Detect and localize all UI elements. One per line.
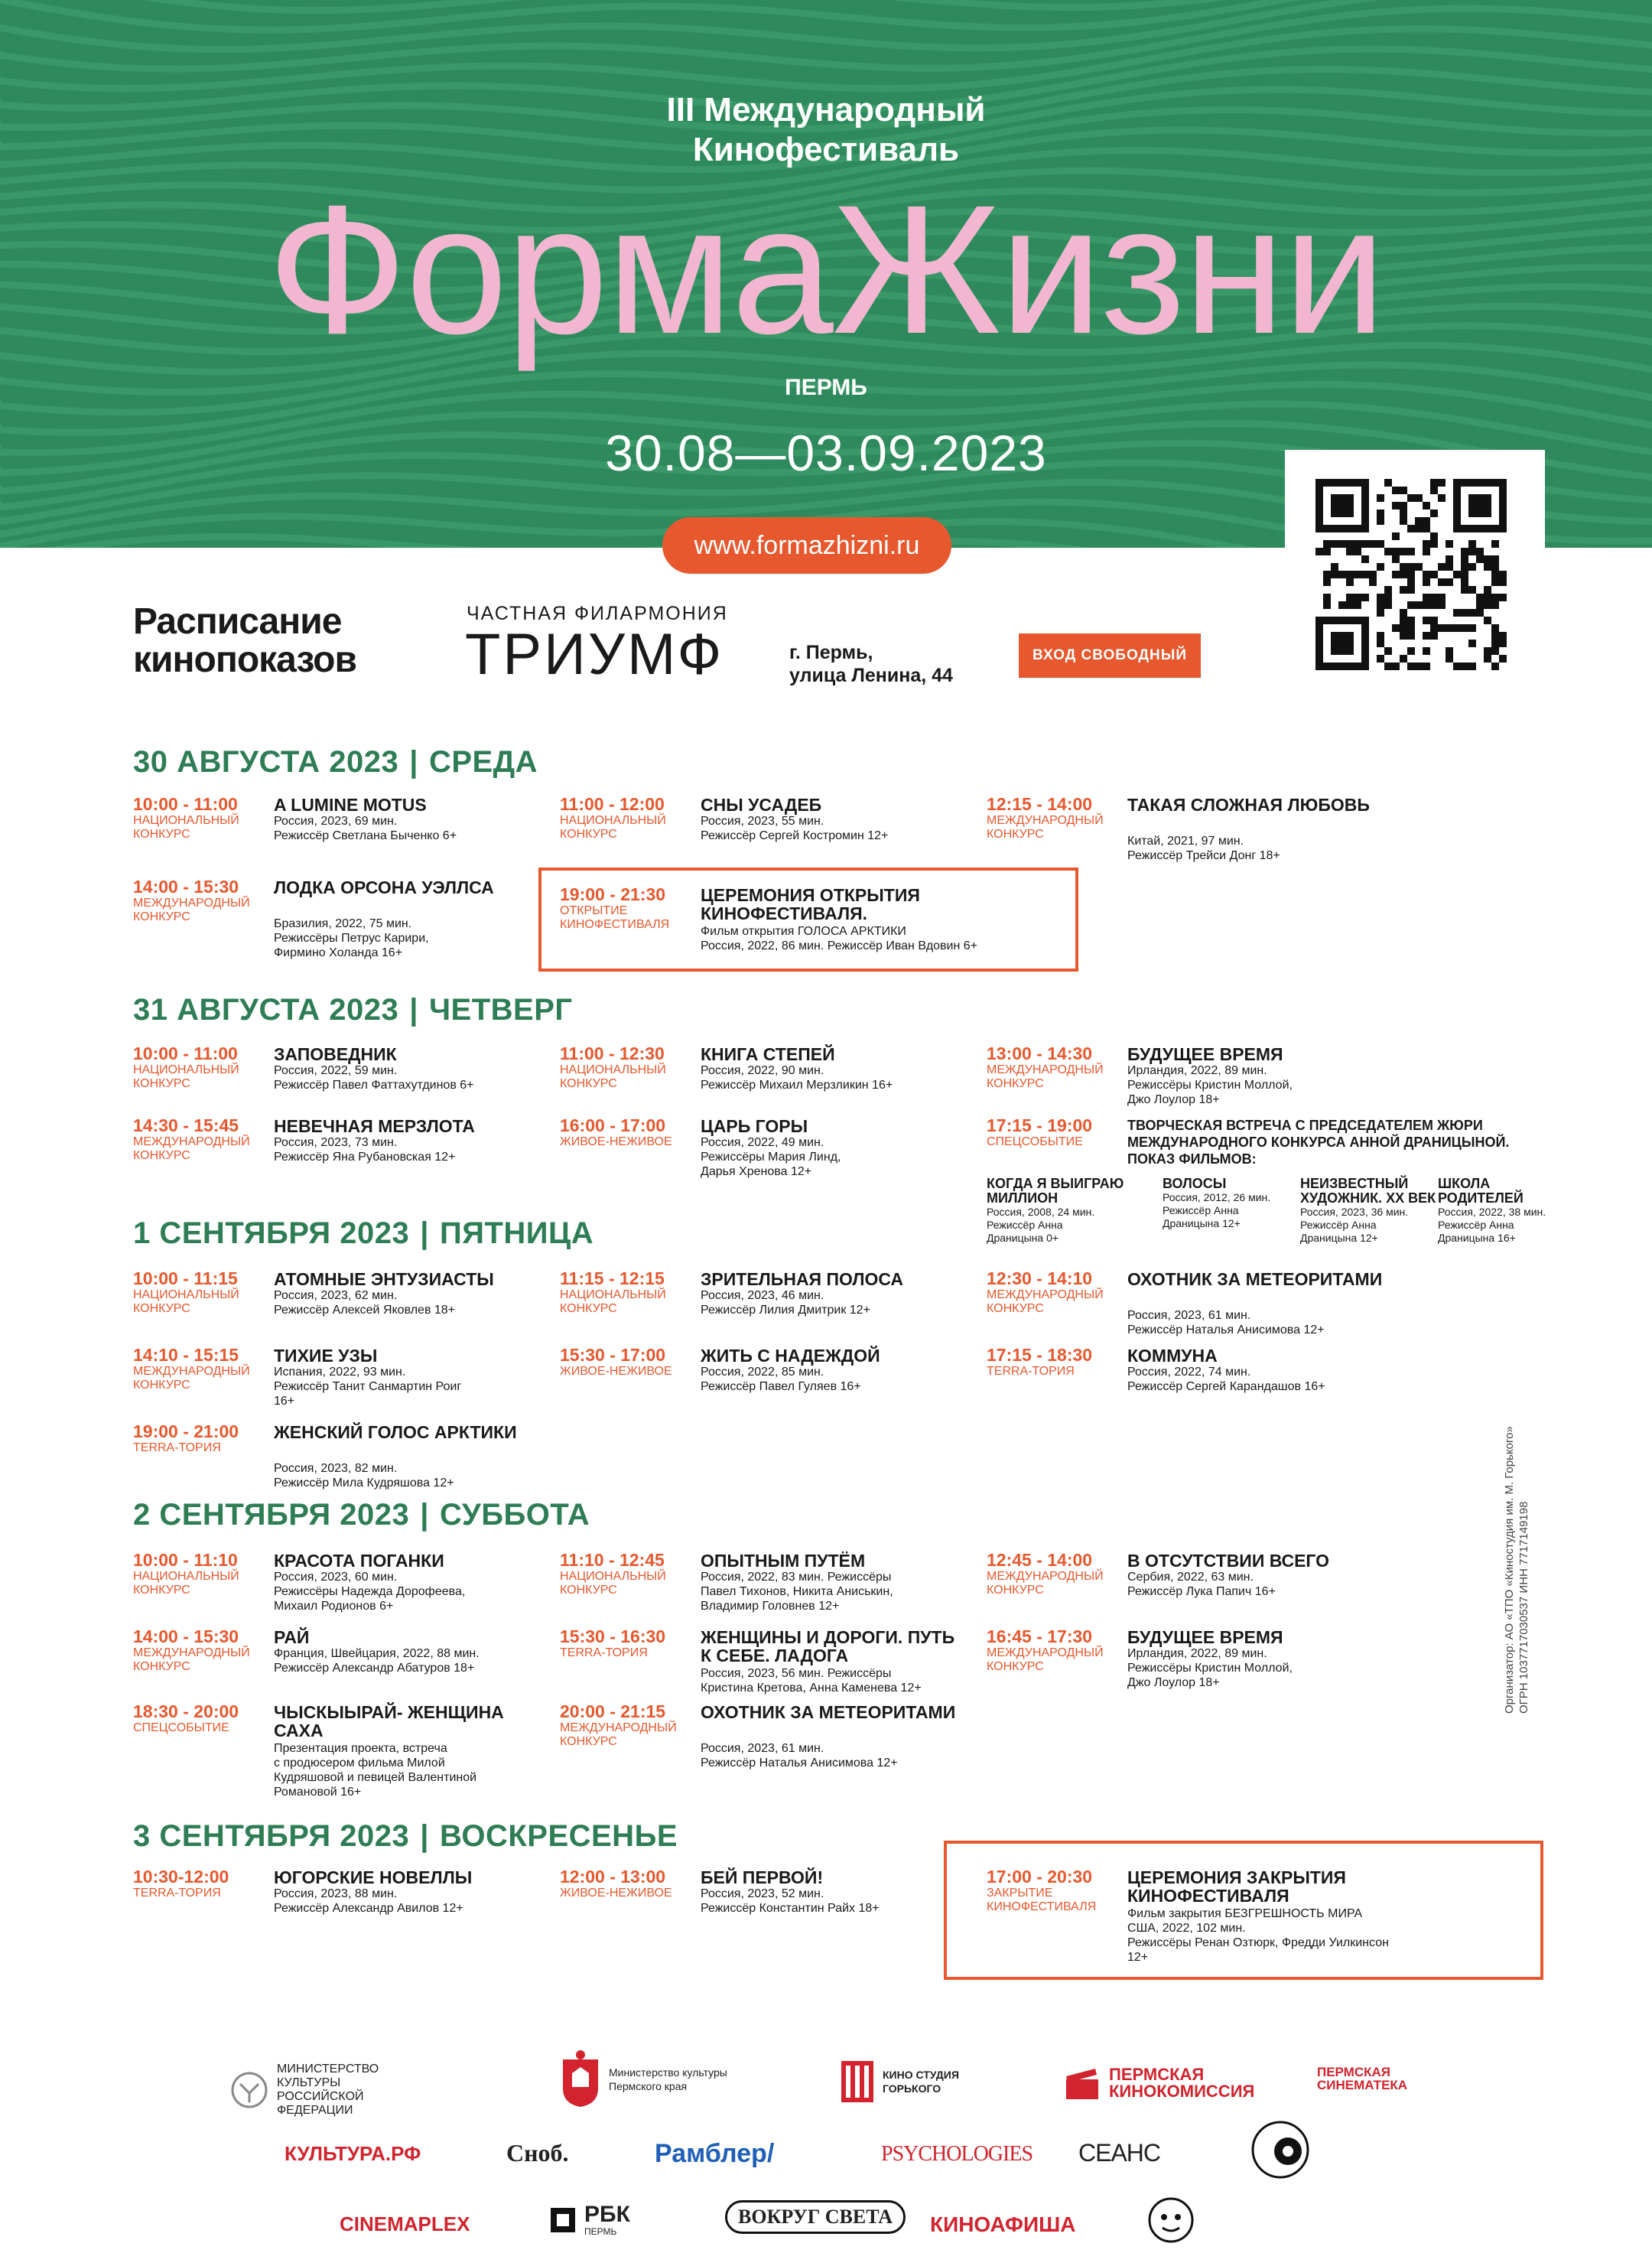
logo-kinoafisha: КИНОАФИША	[930, 2212, 1076, 2236]
event-detail: Режиссёр Алексей Яковлев 18+	[274, 1304, 456, 1317]
logo-rambler: Рамблер/	[655, 2139, 775, 2168]
event-title: БЕЙ ПЕРВОЙ!	[701, 1867, 824, 1887]
schedule-event	[133, 877, 546, 959]
event-time: 17:00 - 20:30	[987, 1867, 1093, 1887]
event-time: 15:30 - 16:30	[560, 1626, 666, 1646]
event-detail: Режиссёр Трейси Донг 18+	[1127, 849, 1280, 862]
event-category: ЗАКРЫТИЕ КИНОФЕСТИВАЛЯ	[987, 1887, 1097, 1913]
logo-psychologies: PSYCHOLOGIES	[881, 2142, 1033, 2166]
special-film	[1438, 1177, 1576, 1245]
event-detail: Россия, 2023, 55 мин.	[701, 815, 824, 828]
event-category: НАЦИОНАЛЬНЫЙ КОНКУРС	[133, 814, 239, 841]
day-heading: 31 АВГУСТА 2023 | ЧЕТВЕРГ	[133, 993, 573, 1027]
event-detail: Режиссёр Сергей Карандашов 16+	[1127, 1380, 1325, 1393]
event-detail: Россия, 2022, 86 мин. Режиссёр Иван Вдовин 6+	[701, 939, 978, 952]
schedule-event	[560, 1045, 973, 1106]
face-emblem-icon	[1143, 2191, 1199, 2245]
event-detail: Ирландия, 2022, 89 мин.	[1127, 1064, 1267, 1077]
event-title: ЖЕНЩИНЫ И ДОРОГИ. ПУТЬ К СЕБЕ. ЛАДОГА	[701, 1627, 955, 1665]
event-category: НАЦИОНАЛЬНЫЙ КОНКУРС	[133, 1063, 239, 1090]
event-detail: Режиссёр Константин Райх 18+	[701, 1902, 880, 1915]
event-detail: Режиссёр Сергей Костромин 12+	[701, 829, 889, 842]
website-link[interactable]: www.formazhizni.ru	[662, 517, 951, 574]
event-title: ЛОДКА ОРСОНА УЭЛЛСА	[274, 877, 494, 897]
event-detail: Россия, 2023, 60 мин.	[274, 1571, 398, 1584]
logo-perm-cinematheque: ПЕРМСКАЯ СИНЕМАТЕКА	[1317, 2065, 1408, 2092]
event-detail: Россия, 2008, 24 мин.	[987, 1206, 1095, 1218]
event-detail: Россия, 2023, 46 мин.	[701, 1289, 824, 1302]
event-time: 18:30 - 20:00	[133, 1701, 239, 1721]
event-detail: Россия, 2023, 73 мин.	[274, 1136, 398, 1149]
logo-snob: Сноб.	[506, 2139, 569, 2167]
event-detail: Фильм закрытия БЕЗГРЕШНОСТЬ МИРА	[1127, 1907, 1363, 1920]
special-film	[987, 1177, 1124, 1245]
schedule-event	[133, 1701, 546, 1799]
event-category: СПЕЦСОБЫТИЕ	[987, 1135, 1083, 1148]
event-category: МЕЖДУНАРОДНЫЙ КОНКУРС	[133, 897, 250, 923]
eagle-emblem-icon	[229, 2070, 269, 2110]
event-category: СПЕЦСОБЫТИЕ	[133, 1721, 229, 1734]
event-title: БУДУЩЕЕ ВРЕМЯ	[1127, 1627, 1283, 1647]
event-detail: Фильм открытия ГОЛОСА АРКТИКИ	[701, 925, 906, 938]
logo-kultura: КУЛЬТУРА.РФ	[285, 2142, 421, 2165]
event-detail: Режиссёр Анна	[1438, 1219, 1514, 1231]
event-time: 10:00 - 11:15	[133, 1268, 238, 1288]
logo-circle	[1250, 2119, 1311, 2180]
venue-address: г. Пермь, улица Ленина, 44	[789, 642, 953, 686]
event-detail: Джо Лоулор 18+	[1127, 1093, 1220, 1106]
schedule-event	[560, 1626, 973, 1695]
logo-mk-perm: Министерство культуры Пермского края	[560, 2050, 739, 2108]
festival-subtitle-1: III Международный	[666, 91, 986, 129]
rbk-icon	[549, 2206, 577, 2234]
event-detail: Режиссёр Михаил Мерзликин 16+	[701, 1079, 893, 1092]
event-time: 12:00 - 13:00	[560, 1867, 666, 1887]
schedule-event	[560, 796, 973, 857]
event-detail: Режиссёры Кристин Моллой,	[1127, 1079, 1293, 1092]
event-detail: Россия, 2012, 26 мин.	[1163, 1191, 1271, 1203]
event-detail: Россия, 2022, 74 мин.	[1127, 1366, 1251, 1379]
event-detail: Россия, 2023, 62 мин.	[274, 1289, 398, 1302]
event-detail: Россия, 2022, 38 мин.	[1438, 1206, 1546, 1218]
event-detail: США, 2022, 102 мин.	[1127, 1922, 1246, 1935]
event-detail: Франция, Швейцария, 2022, 88 мин.	[274, 1647, 480, 1660]
event-time: 14:00 - 15:30	[133, 1626, 239, 1646]
logo-cinemaplex: CINEMAPLEX	[340, 2212, 470, 2235]
event-title: КРАСОТА ПОГАНКИ	[274, 1551, 444, 1571]
schedule-event	[560, 884, 978, 952]
event-detail: Россия, 2023, 82 мин.	[274, 1462, 398, 1475]
event-detail: Китай, 2021, 97 мин.	[1127, 835, 1244, 848]
event-time: 14:10 - 15:15	[133, 1345, 239, 1365]
event-detail: Россия, 2023, 61 мин.	[701, 1742, 824, 1755]
event-time: 12:30 - 14:10	[987, 1268, 1093, 1288]
schedule-event	[560, 1346, 973, 1408]
event-detail: Россия, 2022, 49 мин.	[701, 1136, 824, 1149]
schedule-event	[560, 1868, 973, 1929]
event-title: АТОМНЫЕ ЭНТУЗИАСТЫ	[274, 1269, 494, 1289]
event-detail: Режиссёр Анна	[987, 1219, 1063, 1231]
schedule-event	[133, 796, 546, 857]
event-detail: Режиссёр Павел Фаттахутдинов 6+	[274, 1079, 474, 1092]
event-detail: Россия, 2022, 90 мин.	[701, 1064, 824, 1077]
event-time: 11:00 - 12:00	[560, 794, 665, 814]
event-detail: Россия, 2023, 69 мин.	[274, 815, 398, 828]
event-title: СНЫ УСАДЕБ	[701, 795, 822, 815]
venue-logo: ТРИУМФ	[465, 622, 724, 687]
event-detail: Испания, 2022, 93 мин.	[274, 1366, 406, 1379]
event-detail: Режиссёр Александр Абатуров 18+	[274, 1662, 475, 1675]
event-title: ЗАПОВЕДНИК	[274, 1044, 397, 1064]
event-title: ТАКАЯ СЛОЖНАЯ ЛЮБОВЬ	[1127, 795, 1370, 815]
event-category: ОТКРЫТИЕ КИНОФЕСТИВАЛЯ	[560, 904, 670, 931]
event-detail: Режиссёр Лука Папич 16+	[1127, 1585, 1276, 1598]
event-time: 11:00 - 12:30	[560, 1043, 665, 1063]
schedule-event	[987, 1628, 1400, 1689]
event-time: 14:00 - 15:30	[133, 877, 239, 897]
event-detail: Режиссёр Танит Санмартин Роиг	[274, 1380, 462, 1393]
event-time: 16:00 - 17:00	[560, 1115, 666, 1135]
logo-perm-kinocom: ПЕРМСКАЯ КИНОКОМИССИЯ	[1063, 2066, 1224, 2101]
event-time: 10:00 - 11:00	[133, 1043, 238, 1063]
event-time: 10:00 - 11:10	[133, 1550, 238, 1570]
event-detail: Ирландия, 2022, 89 мин.	[1127, 1647, 1267, 1660]
event-title: ЦАРЬ ГОРЫ	[701, 1116, 808, 1136]
event-title: ЦЕРЕМОНИЯ ОТКРЫТИЯ КИНОФЕСТИВАЛЯ.	[701, 885, 920, 923]
schedule-event	[133, 1421, 546, 1490]
event-title: КОММУНА	[1127, 1346, 1218, 1366]
event-detail: Россия, 2023, 61 мин.	[1127, 1309, 1251, 1322]
event-detail: Россия, 2022, 59 мин.	[274, 1064, 398, 1077]
event-detail: Романовой 16+	[274, 1786, 362, 1799]
logo-seance: СЕАНС	[1078, 2139, 1161, 2167]
event-category: TERRA-ТОРИЯ	[987, 1365, 1075, 1378]
event-title: ОПЫТНЫМ ПУТЁМ	[701, 1551, 866, 1571]
event-detail: Россия, 2022, 83 мин. Режиссёры	[701, 1571, 892, 1584]
special-film-title: НЕИЗВЕСТНЫЙ ХУДОЖНИК. XX ВЕК	[1300, 1176, 1436, 1206]
event-category: TERRA-ТОРИЯ	[133, 1441, 221, 1454]
event-category: НАЦИОНАЛЬНЫЙ КОНКУРС	[133, 1288, 239, 1315]
event-detail: Бразилия, 2022, 75 мин.	[274, 917, 412, 930]
event-detail: Режиссёр Лилия Дмитрик 12+	[701, 1304, 870, 1317]
event-time: 15:30 - 17:00	[560, 1345, 666, 1365]
event-time: 14:30 - 15:45	[133, 1115, 239, 1135]
event-detail: с продюсером фильма Милой	[274, 1756, 445, 1770]
event-detail: Россия, 2023, 52 мин.	[701, 1887, 824, 1900]
event-title: ОХОТНИК ЗА МЕТЕОРИТАМИ	[701, 1702, 956, 1722]
schedule-event	[133, 1868, 546, 1929]
event-time: 11:10 - 12:45	[560, 1550, 665, 1570]
schedule-event	[987, 794, 1400, 862]
venue-caption: ЧАСТНАЯ ФИЛАРМОНИЯ	[467, 603, 728, 624]
event-category: МЕЖДУНАРОДНЫЙ КОНКУРС	[560, 1721, 677, 1748]
schedule-event	[560, 1701, 973, 1770]
special-meeting-title: ТВОРЧЕСКАЯ ВСТРЕЧА С ПРЕДСЕДАТЕЛЕМ ЖЮРИ МЕЖДУНАРОДНОГО КОНКУРСА АННОЙ ДРАНИЦЫНОЙ. ПОКАЗ ФИЛЬМОВ:	[1127, 1118, 1510, 1167]
event-category: МЕЖДУНАРОДНЫЙ КОНКУРС	[987, 1646, 1104, 1673]
event-detail: Россия, 2023, 36 мин.	[1300, 1206, 1409, 1218]
logo-vokrug-sveta: ВОКРУГ СВЕТА	[725, 2200, 906, 2234]
event-detail: 16+	[274, 1395, 295, 1408]
schedule-event	[133, 1270, 546, 1331]
event-detail: Драницына 12+	[1300, 1232, 1378, 1244]
event-detail: Режиссёры Ренан Озтюрк, Фредди Уилкинсон 12+	[1127, 1936, 1389, 1964]
event-title: КНИГА СТЕПЕЙ	[701, 1044, 835, 1064]
event-detail: Михаил Родионов 6+	[274, 1600, 394, 1613]
schedule-event	[987, 1045, 1400, 1106]
event-time: 20:00 - 21:15	[560, 1701, 666, 1721]
schedule-event	[133, 1045, 546, 1106]
event-category: МЕЖДУНАРОДНЫЙ КОНКУРС	[987, 1570, 1104, 1597]
schedule-event	[987, 1867, 1400, 1964]
event-detail: Режиссёр Яна Рубановская 12+	[274, 1151, 456, 1164]
event-category: МЕЖДУНАРОДНЫЙ КОНКУРС	[987, 1063, 1104, 1090]
schedule-event	[133, 1346, 546, 1408]
event-time: 12:45 - 14:00	[987, 1550, 1093, 1570]
event-title: A LUMINE MOTUS	[274, 795, 427, 815]
event-detail: Павел Тихонов, Никита Аниськин,	[701, 1585, 893, 1598]
event-detail: Джо Лоулор 18+	[1127, 1676, 1220, 1689]
day-heading: 30 АВГУСТА 2023 | СРЕДА	[133, 745, 538, 779]
event-detail: Фирмино Холанда 16+	[274, 946, 403, 959]
event-time: 10:30-12:00	[133, 1867, 229, 1887]
event-detail: Драницына 0+	[987, 1232, 1059, 1244]
special-film	[1300, 1177, 1438, 1245]
event-detail: Режиссёр Анна	[1300, 1219, 1377, 1231]
event-title: ЧЫСКЫЫРАЙ- ЖЕНЩИНА САХА	[274, 1702, 504, 1740]
event-detail: Кристина Кретова, Анна Каменева 12+	[701, 1682, 922, 1695]
schedule-event	[560, 1551, 973, 1613]
event-detail: Режиссёры Кристин Моллой,	[1127, 1662, 1293, 1675]
schedule-event	[560, 1270, 973, 1331]
event-category: МЕЖДУНАРОДНЫЙ КОНКУРС	[987, 814, 1104, 841]
event-title: ТИХИЕ УЗЫ	[274, 1346, 378, 1366]
schedule-event	[987, 1346, 1400, 1408]
event-detail: Сербия, 2022, 63 мин.	[1127, 1571, 1254, 1584]
event-time: 10:00 - 11:00	[133, 794, 238, 814]
event-detail: Дарья Хренова 12+	[701, 1165, 812, 1178]
event-title: РАЙ	[274, 1627, 310, 1647]
day-heading: 2 СЕНТЯБРЯ 2023 | СУББОТА	[133, 1498, 590, 1532]
event-detail: Режиссёры Мария Линд,	[701, 1151, 841, 1164]
schedule-event	[133, 1628, 546, 1689]
event-time: 13:00 - 14:30	[987, 1043, 1093, 1063]
event-time: 19:00 - 21:00	[133, 1421, 239, 1441]
festival-city: ПЕРМЬ	[785, 375, 867, 400]
event-time: 17:15 - 18:30	[987, 1345, 1093, 1365]
special-film-title: ВОЛОСЫ	[1163, 1176, 1227, 1191]
event-category: МЕЖДУНАРОДНЫЙ КОНКУРС	[987, 1288, 1104, 1315]
event-category: НАЦИОНАЛЬНЫЙ КОНКУРС	[560, 814, 666, 841]
event-category: НАЦИОНАЛЬНЫЙ КОНКУРС	[560, 1288, 666, 1315]
schedule-event	[133, 1117, 546, 1178]
day-heading: 1 СЕНТЯБРЯ 2023 | ПЯТНИЦА	[133, 1216, 594, 1250]
special-film-title: КОГДА Я ВЫИГРАЮ МИЛЛИОН	[987, 1176, 1124, 1206]
event-category: МЕЖДУНАРОДНЫЙ КОНКУРС	[133, 1646, 250, 1673]
event-detail: Режиссёр Анна	[1163, 1204, 1239, 1216]
special-film-title: ШКОЛА РОДИТЕЛЕЙ	[1438, 1176, 1524, 1206]
event-title: ЖИТЬ С НАДЕЖДОЙ	[701, 1346, 880, 1366]
event-detail: Режиссёр Наталья Анисимова 12+	[1127, 1323, 1325, 1336]
schedule-event	[987, 1551, 1400, 1613]
event-detail: Россия, 2023, 56 мин. Режиссёры	[701, 1667, 892, 1680]
event-detail: Презентация проекта, встреча	[274, 1742, 447, 1755]
event-detail: Владимир Головнев 12+	[701, 1600, 840, 1613]
logo-gorky-studio: КИНО СТУДИЯ ГОРЬКОГО	[840, 2059, 959, 2104]
logo-bottom-emblem	[1143, 2191, 1199, 2245]
event-detail: Россия, 2023, 88 мин.	[274, 1887, 398, 1900]
event-time: 17:15 - 19:00	[987, 1115, 1093, 1135]
festival-title: ФормаЖизни	[267, 167, 1385, 372]
event-detail: Режиссёр Светлана Быченко 6+	[274, 829, 457, 842]
event-category: ЖИВОЕ-НЕЖИВОЕ	[560, 1135, 672, 1148]
logo-rbk: РБК ПЕРМЬ	[549, 2203, 630, 2237]
festival-dates: 30.08—03.09.2023	[605, 425, 1047, 481]
event-time: 19:00 - 21:30	[560, 884, 666, 904]
schedule-event	[560, 1117, 973, 1178]
event-category: TERRA-ТОРИЯ	[133, 1887, 221, 1900]
festival-subtitle-2: Кинофестиваль	[692, 131, 960, 168]
event-category: МЕЖДУНАРОДНЫЙ КОНКУРС	[133, 1135, 250, 1162]
event-title: ЖЕНСКИЙ ГОЛОС АРКТИКИ	[274, 1422, 517, 1442]
event-time: 12:15 - 14:00	[987, 794, 1093, 814]
day-heading: 3 СЕНТЯБРЯ 2023 | ВОСКРЕСЕНЬЕ	[133, 1819, 678, 1853]
schedule-event	[987, 1268, 1400, 1336]
event-title: ЦЕРЕМОНИЯ ЗАКРЫТИЯ КИНОФЕСТИВАЛЯ	[1127, 1867, 1346, 1906]
event-detail: Режиссёр Александр Авилов 12+	[274, 1902, 463, 1915]
event-detail: Режиссёры Надежда Дорофеева,	[274, 1585, 466, 1598]
event-detail: Россия, 2022, 85 мин.	[701, 1366, 824, 1379]
event-detail: Драницына 16+	[1438, 1232, 1516, 1244]
event-time: 16:45 - 17:30	[987, 1626, 1093, 1646]
event-detail: Кудряшовой и певицей Валентиной	[274, 1771, 477, 1784]
event-category: TERRA-ТОРИЯ	[560, 1646, 648, 1659]
event-time: 11:15 - 12:15	[560, 1268, 665, 1288]
event-detail: Режиссёры Петрус Карири,	[274, 932, 429, 945]
perm-crest-icon	[560, 2050, 601, 2108]
event-title: БУДУЩЕЕ ВРЕМЯ	[1127, 1044, 1283, 1064]
event-category: МЕЖДУНАРОДНЫЙ КОНКУРС	[133, 1365, 250, 1392]
event-category: НАЦИОНАЛЬНЫЙ КОНКУРС	[560, 1570, 666, 1597]
event-detail: Драницына 12+	[1163, 1217, 1241, 1229]
event-category: НАЦИОНАЛЬНЫЙ КОНКУРС	[133, 1570, 239, 1597]
event-title: ЗРИТЕЛЬНАЯ ПОЛОСА	[701, 1269, 904, 1289]
event-detail: Режиссёр Наталья Анисимова 12+	[701, 1756, 898, 1770]
event-title: НЕВЕЧНАЯ МЕРЗЛОТА	[274, 1116, 475, 1136]
event-category: ЖИВОЕ-НЕЖИВОЕ	[560, 1887, 672, 1900]
event-detail: Режиссёр Павел Гуляев 16+	[701, 1380, 861, 1393]
film-strip-icon	[840, 2059, 875, 2104]
clapper-icon	[1063, 2066, 1101, 2101]
event-category: НАЦИОНАЛЬНЫЙ КОНКУРС	[560, 1063, 666, 1090]
organizer-info: Организатор: АО «ТПО «Киностудия им. М. Горького» ОГРН 1037717030537 ИНН 7717149198	[1503, 1426, 1530, 1714]
qr-code-icon	[1315, 479, 1514, 670]
event-title: ОХОТНИК ЗА МЕТЕОРИТАМИ	[1127, 1269, 1383, 1289]
event-detail: Режиссёр Мила Кудряшова 12+	[274, 1476, 454, 1490]
qr-code[interactable]	[1285, 450, 1545, 695]
free-entry-badge: ВХОД СВОБОДНЫЙ	[1019, 633, 1201, 678]
special-film	[1163, 1177, 1300, 1230]
event-title: В ОТСУТСТВИИ ВСЕГО	[1127, 1551, 1330, 1571]
event-title: ЮГОРСКИЕ НОВЕЛЛЫ	[274, 1867, 473, 1887]
event-category: ЖИВОЕ-НЕЖИВОЕ	[560, 1365, 672, 1378]
schedule-title: Расписание кинопоказов	[133, 601, 356, 680]
logo-mk-rf: МИНИСТЕРСТВО КУЛЬТУРЫ РОССИЙСКОЙ ФЕДЕРАЦИИ	[229, 2063, 430, 2118]
schedule-event	[133, 1551, 546, 1613]
round-emblem-icon	[1250, 2119, 1311, 2180]
